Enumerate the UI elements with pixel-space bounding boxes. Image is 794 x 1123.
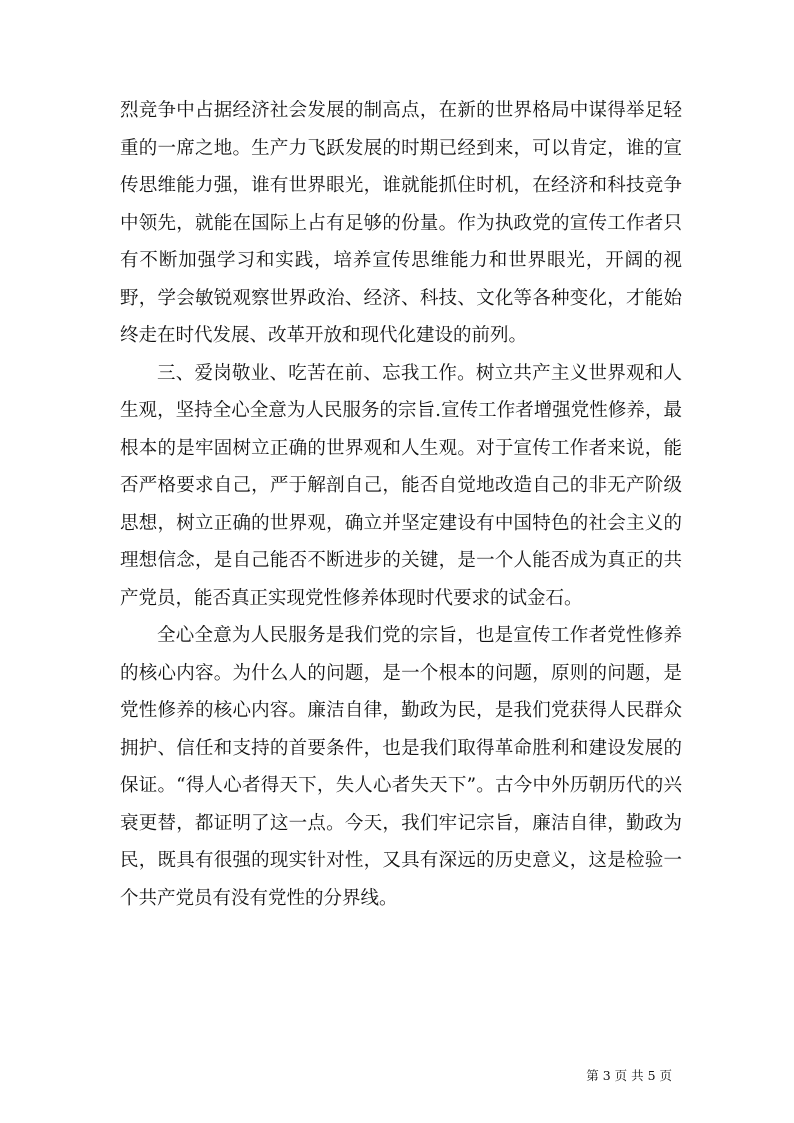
paragraph-continuation: 烈竞争中占据经济社会发展的制高点，在新的世界格局中谋得举足轻重的一席之地。生产力飞跃发展的时期已经到来，可以肯定，谁的宣传思维能力强，谁有世界眼光，谁就能抓住时机，在经济和科技竞争中领先，就能在国际上占有足够的份量。作为执政党的宣传工作者只有不断加强学习和实践，培养宣传思维能力和世界眼光，开阔的视野，学会敏锐观察世界政治、经济、科技、文化等各种变化，才能始终走在时代发展、改革开放和现代化建设的前列。 <box>120 100 682 346</box>
paragraph-serve-the-people: 全心全意为人民服务是我们党的宗旨，也是宣传工作者党性修养的核心内容。为什么人的问题，是一个根本的问题，原则的问题，是党性修养的核心内容。廉洁自律，勤政为民，是我们党获得人民群众拥护、信任和支持的首要条件，也是我们取得革命胜利和建设发展的保证。“得人心者得天下，失人心者失天下”。古今中外历朝历代的兴衰更替，都证明了这一点。今天，我们牢记宗旨，廉洁自律，勤政为民，既具有很强的现实针对性，又具有深远的历史意义，这是检验一个共产党员有没有党性的分界线。 <box>120 625 682 909</box>
page-number: 第 3 页 共 5 页 <box>586 1068 672 1083</box>
document-body <box>120 92 682 917</box>
paragraph-section-three: 三、爱岗敬业、吃苦在前、忘我工作。树立共产主义世界观和人生观，坚持全心全意为人民服务的宗旨.宣传工作者增强党性修养，最根本的是牢固树立正确的世界观和人生观。对于宣传工作者来说，能否严格要求自己，严于解剖自己，能否自觉地改造自己的非无产阶级思想，树立正确的世界观，确立并坚定建设有中国特色的社会主义的理想信念，是自己能否不断进步的关键，是一个人能否成为真正的共产党员，能否真正实现党性修养体现时代要求的试金石。 <box>120 362 682 609</box>
